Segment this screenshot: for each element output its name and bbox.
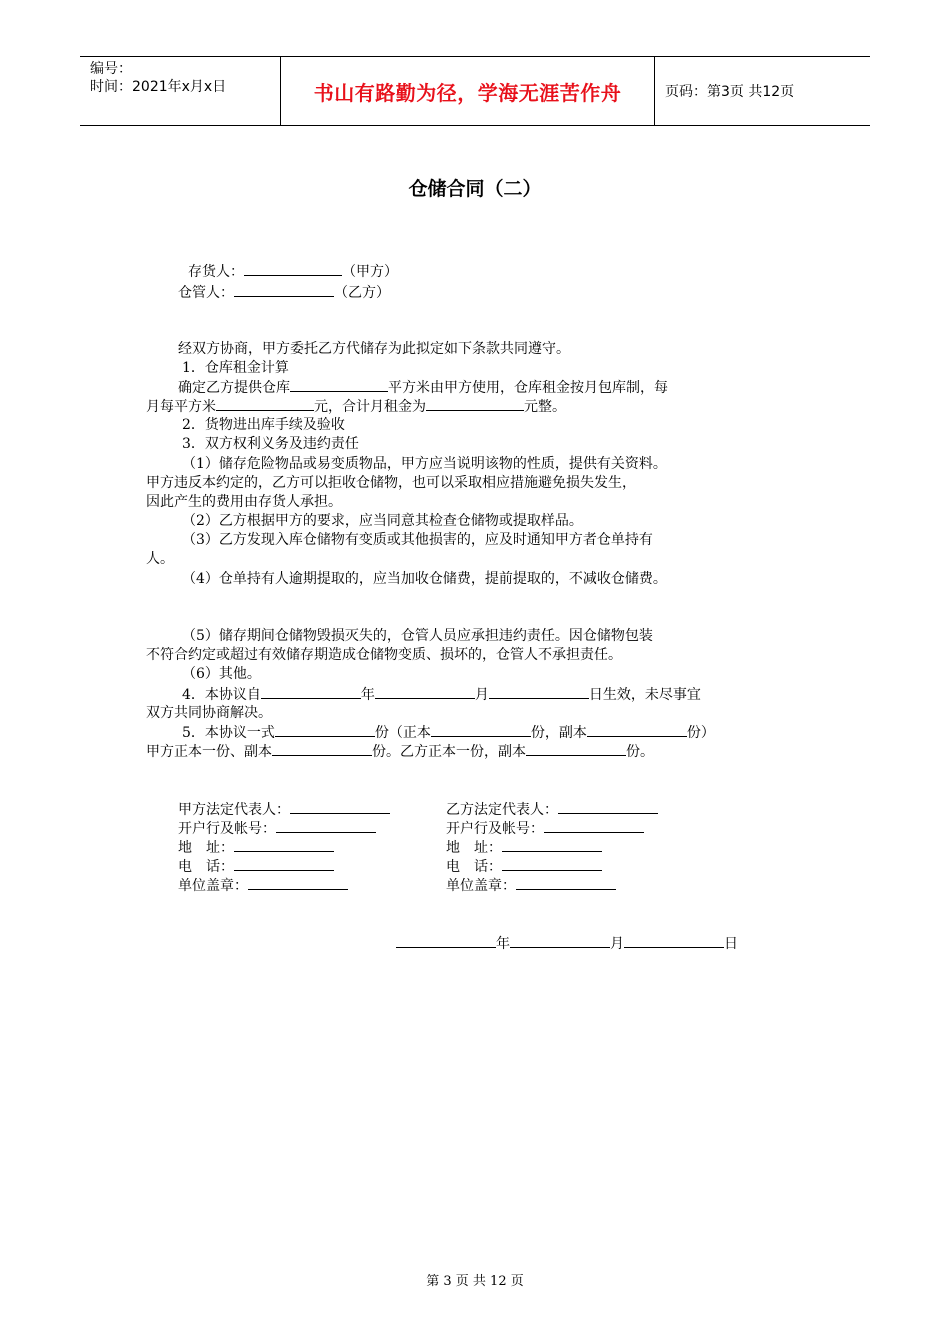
signing-day-blank[interactable] bbox=[624, 934, 724, 948]
depositor-line bbox=[188, 262, 398, 281]
clause-3-line-1: （3）乙方发现入库仓储物有变质或其他损害的，应及时通知甲方者仓单持有 bbox=[182, 532, 653, 548]
party-b-address-line bbox=[446, 838, 602, 857]
party-a-seal-line bbox=[178, 876, 348, 895]
effective-day-blank[interactable] bbox=[489, 685, 589, 699]
document-number-label: 编号： bbox=[90, 61, 132, 77]
effective-year-blank[interactable] bbox=[261, 685, 361, 699]
clause-1-line-1: （1）储存危险物品或易变质物品，甲方应当说明该物的性质，提供有关资料。 bbox=[182, 456, 667, 472]
signing-month-blank[interactable] bbox=[510, 934, 610, 948]
party-b-seal-blank[interactable] bbox=[516, 876, 616, 890]
document-time-label: 时间：2021年x月x日 bbox=[90, 79, 227, 95]
party-a-address-blank[interactable] bbox=[234, 838, 334, 852]
party-a-bank-label: 开户行及帐号： bbox=[178, 821, 276, 837]
depositor-blank[interactable] bbox=[244, 262, 342, 276]
party-a-bank-blank[interactable] bbox=[276, 819, 376, 833]
party-a-rep-line bbox=[178, 800, 390, 819]
section-4-line-2: 双方共同协商解决。 bbox=[146, 705, 272, 721]
section-4-month: 月 bbox=[474, 687, 489, 703]
party-b-seal-label: 单位盖章： bbox=[446, 878, 516, 894]
warehouse-area-blank[interactable] bbox=[290, 378, 388, 392]
party-a-seal-label: 单位盖章： bbox=[178, 878, 248, 894]
monthly-rent-blank[interactable] bbox=[426, 397, 524, 411]
section-5-text-f: 份。乙方正本一份，副本 bbox=[372, 744, 526, 760]
page-header bbox=[80, 56, 870, 126]
section-1-text-c: 月每平方米 bbox=[146, 399, 216, 415]
copies-original-blank[interactable] bbox=[431, 723, 531, 737]
clause-6: （6）其他。 bbox=[182, 666, 261, 682]
party-a-address-label: 地 址： bbox=[178, 840, 234, 856]
keeper-suffix: （乙方） bbox=[334, 285, 390, 301]
section-1-text-a: 确定乙方提供仓库 bbox=[178, 380, 290, 396]
section-1-line-1 bbox=[178, 378, 668, 397]
section-1-title: 1．仓库租金计算 bbox=[182, 360, 289, 376]
party-a-rep-blank[interactable] bbox=[290, 800, 390, 814]
party-b-phone-label: 电 话： bbox=[446, 859, 502, 875]
party-b-address-label: 地 址： bbox=[446, 840, 502, 856]
party-b-rep-blank[interactable] bbox=[558, 800, 658, 814]
copies-total-blank[interactable] bbox=[275, 723, 375, 737]
clause-5-line-1: （5）储存期间仓储物毁损灭失的，仓管人员应承担违约责任。因仓储物包装 bbox=[182, 628, 653, 644]
party-b-rep-label: 乙方法定代表人： bbox=[446, 802, 558, 818]
party-b-duplicate-blank[interactable] bbox=[526, 742, 626, 756]
section-2-title: 2．货物进出库手续及验收 bbox=[182, 417, 345, 433]
copies-duplicate-blank[interactable] bbox=[587, 723, 687, 737]
section-1-text-d: 元，合计月租金为 bbox=[314, 399, 426, 415]
price-per-sqm-blank[interactable] bbox=[216, 397, 314, 411]
clause-4: （4）仓单持有人逾期提取的，应当加收仓储费，提前提取的，不减收仓储费。 bbox=[182, 571, 667, 587]
keeper-line bbox=[178, 283, 390, 302]
section-4-text-a: 4．本协议自 bbox=[182, 687, 261, 703]
party-b-phone-blank[interactable] bbox=[502, 857, 602, 871]
section-5-line-1 bbox=[182, 723, 715, 742]
depositor-suffix: （甲方） bbox=[342, 264, 398, 280]
signing-year-blank[interactable] bbox=[396, 934, 496, 948]
section-5-text-g: 份。 bbox=[626, 744, 654, 760]
party-a-address-line bbox=[178, 838, 334, 857]
signing-day-label: 日 bbox=[724, 936, 738, 952]
keeper-label: 仓管人： bbox=[178, 285, 234, 301]
header-meta bbox=[80, 57, 281, 125]
clause-1-line-3: 因此产生的费用由存货人承担。 bbox=[146, 494, 342, 510]
clause-3-line-2: 人。 bbox=[146, 551, 174, 567]
section-4-line-1 bbox=[182, 685, 701, 704]
party-b-phone-line bbox=[446, 857, 602, 876]
page-footer: 第 3 页 共 12 页 bbox=[426, 1274, 524, 1289]
party-b-bank-label: 开户行及帐号： bbox=[446, 821, 544, 837]
effective-month-blank[interactable] bbox=[375, 685, 475, 699]
party-a-rep-label: 甲方法定代表人： bbox=[178, 802, 290, 818]
signing-month-label: 月 bbox=[610, 936, 624, 952]
clause-1-line-2: 甲方违反本约定的，乙方可以拒收仓储物，也可以采取相应措施避免损失发生， bbox=[146, 475, 636, 491]
section-1-text-e: 元整。 bbox=[524, 399, 566, 415]
party-b-seal-line bbox=[446, 876, 616, 895]
clause-5-line-2: 不符合约定或超过有效储存期造成仓储物变质、损坏的，仓管人不承担责任。 bbox=[146, 647, 622, 663]
signing-date-line bbox=[396, 934, 738, 953]
party-a-phone-label: 电 话： bbox=[178, 859, 234, 875]
party-a-bank-line bbox=[178, 819, 376, 838]
section-4-text-b: 日生效，未尽事宜 bbox=[588, 687, 701, 703]
document-title: 仓储合同（二） bbox=[408, 178, 542, 200]
section-1-line-2 bbox=[146, 397, 566, 416]
intro-text: 经双方协商，甲方委托乙方代储存为此拟定如下条款共同遵守。 bbox=[178, 341, 570, 357]
party-a-duplicate-blank[interactable] bbox=[272, 742, 372, 756]
party-a-phone-blank[interactable] bbox=[234, 857, 334, 871]
section-5-text-c: 份，副本 bbox=[530, 725, 587, 741]
party-a-seal-blank[interactable] bbox=[248, 876, 348, 890]
signing-year-label: 年 bbox=[496, 936, 510, 952]
party-b-bank-line bbox=[446, 819, 644, 838]
clause-2: （2）乙方根据甲方的要求，应当同意其检查仓储物或提取样品。 bbox=[182, 513, 583, 529]
party-a-phone-line bbox=[178, 857, 334, 876]
keeper-blank[interactable] bbox=[234, 283, 334, 297]
section-1-text-b: 平方米由甲方使用，仓库租金按月包库制，每 bbox=[388, 380, 668, 396]
party-b-address-blank[interactable] bbox=[502, 838, 602, 852]
section-5-text-b: 份（正本 bbox=[374, 725, 431, 741]
section-5-line-2 bbox=[146, 742, 654, 761]
section-5-text-d: 份） bbox=[686, 725, 715, 741]
party-b-rep-line bbox=[446, 800, 658, 819]
depositor-label: 存货人： bbox=[188, 264, 244, 280]
section-5-text-a: 5．本协议一式 bbox=[182, 725, 275, 741]
header-slogan: 书山有路勤为径，学海无涯苦作舟 bbox=[281, 57, 655, 125]
section-4-year: 年 bbox=[360, 687, 375, 703]
party-b-bank-blank[interactable] bbox=[544, 819, 644, 833]
header-page-number: 页码：第3页 共12页 bbox=[665, 84, 795, 100]
section-5-text-e: 甲方正本一份、副本 bbox=[146, 744, 272, 760]
section-3-title: 3．双方权利义务及违约责任 bbox=[182, 436, 359, 452]
